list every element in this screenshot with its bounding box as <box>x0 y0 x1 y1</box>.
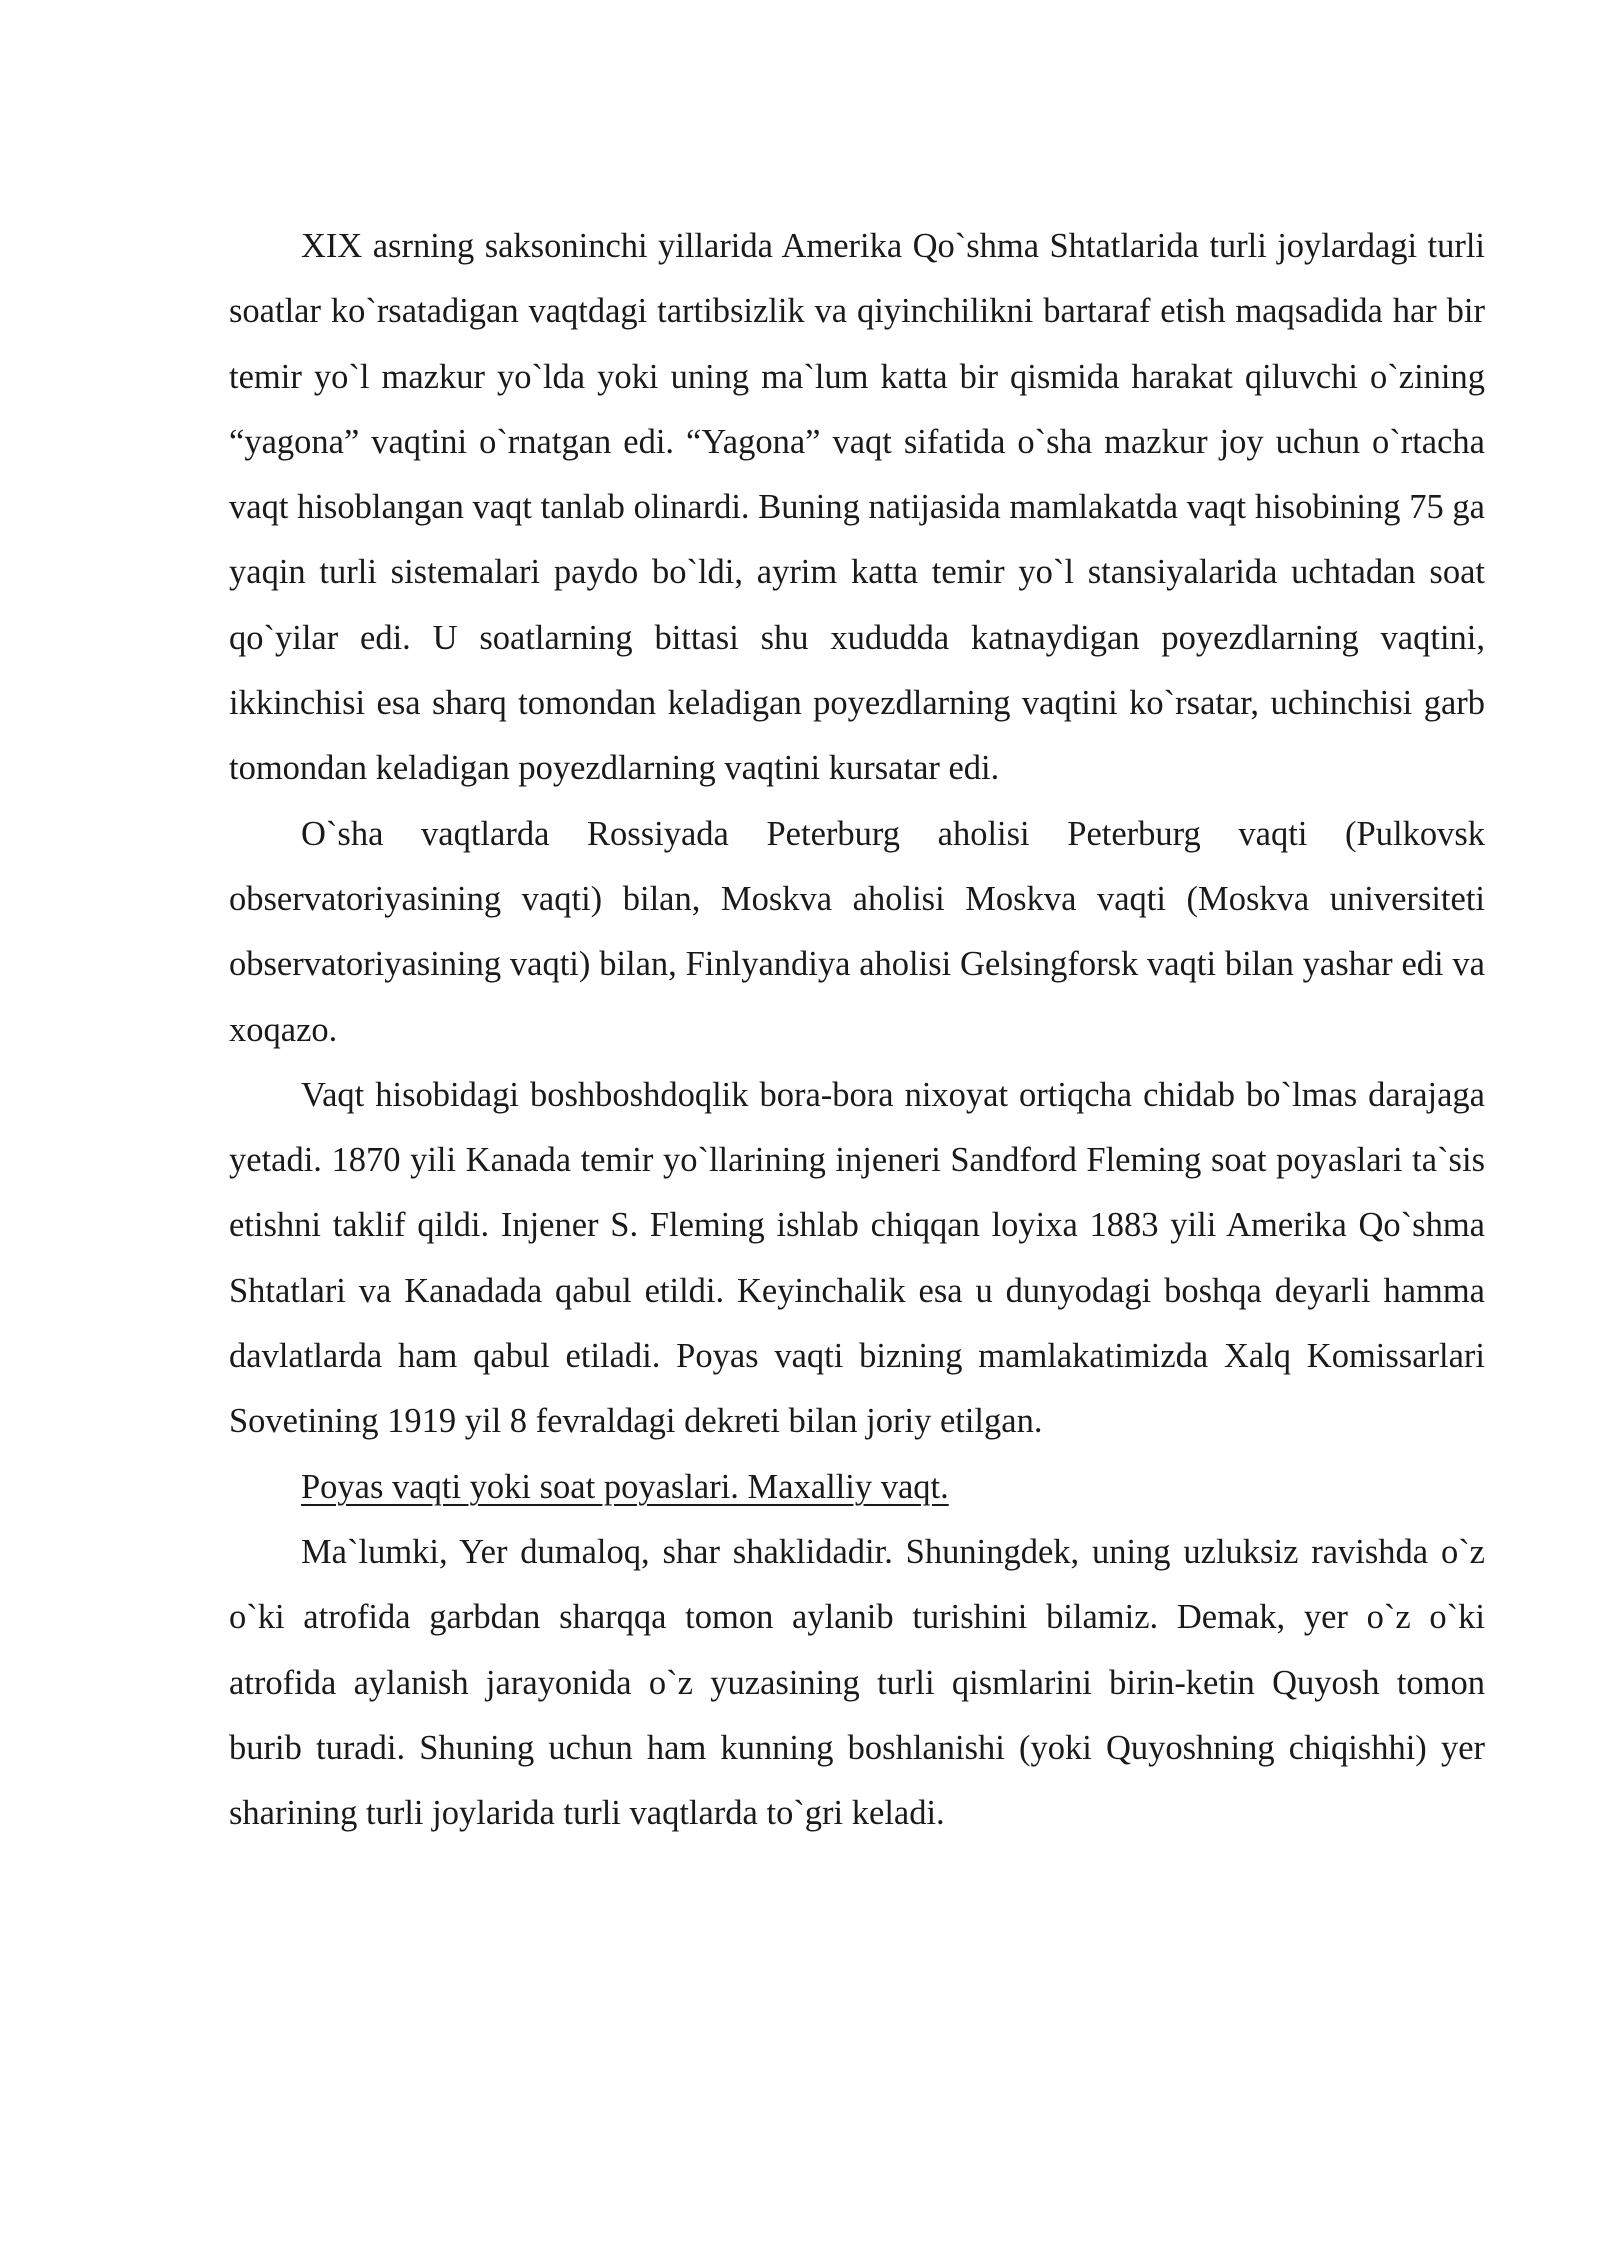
document-page <box>229 214 1485 1846</box>
paragraph-earth-rotation: Ma`lumki, Yer dumaloq, shar shaklidadir. Shuningdek, uning uzluksiz ravishda o`z o`ki atrofida garbdan sharqqa tomon aylanib turishini bilamiz. Demak, yer o`z o`ki atrofida aylanish jarayonida o`z yuzasining turli qismlarini birin-ketin Quyosh tomon burib turadi. Shuning uchun ham kunning boshlanishi (yoki Quyoshning chiqishhi) yer sharining turli joylarida turli vaqtlarda to`gri keladi. <box>229 1532 1485 1833</box>
section-heading <box>229 1455 1485 1520</box>
paragraph-us-time-zones: XIX asrning saksoninchi yillarida Amerika Qo`shma Shtatlarida turli joylardagi turli soatlar ko`rsatadigan vaqtdagi tartibsizlik va qiyinchilikni bartaraf etish maqsadida har bir temir yo`l mazkur yo`lda yoki uning ma`lum katta bir qismida harakat qiluvchi o`zining “yagona” vaqtini o`rnatgan edi. “Yagona” vaqt sifatida o`sha mazkur joy uchun o`rtacha vaqt hisoblangan vaqt tanlab olinardi. Buning natijasida mamlakatda vaqt hisobining 75 ga yaqin turli sistemalari paydo bo`ldi, ayrim katta temir yo`l stansiyalarida uchtadan soat qo`yilar edi. U soatlarning bittasi shu xududda katnaydigan poyezdlarning vaqtini, ikkinchisi esa sharq tomondan keladigan poyezdlarning vaqtini ko`rsatar, uchinchisi garb tomondan keladigan poyezdlarning vaqtini kursatar edi. <box>229 227 1485 788</box>
section-heading-text: Poyas vaqti yoki soat poyaslari. Maxalliy vaqt. <box>301 1467 949 1506</box>
paragraph-fleming-proposal: Vaqt hisobidagi boshboshdoqlik bora-bora nixoyat ortiqcha chidab bo`lmas darajaga yetadi. 1870 yili Kanada temir yo`llarining injeneri Sandford Fleming soat poyaslari ta`sis etishni taklif qildi. Injener S. Fleming ishlab chiqqan loyixa 1883 yili Amerika Qo`shma Shtatlari va Kanadada qabul etildi. Keyinchalik esa u dunyodagi boshqa deyarli hamma davlatlarda ham qabul etiladi. Poyas vaqti bizning mamlakatimizda Xalq Komissarlari Sovetining 1919 yil 8 fevraldagi dekreti bilan joriy etilgan. <box>229 1075 1485 1441</box>
paragraph-russia-local-times: O`sha vaqtlarda Rossiyada Peterburg aholisi Peterburg vaqti (Pulkovsk observatoriyasining vaqti) bilan, Moskva aholisi Moskva vaqti (Moskva universiteti observatoriyasining vaqti) bilan, Finlyandiya aholisi Gelsingforsk vaqti bilan yashar edi va xoqazo. <box>229 814 1485 1049</box>
